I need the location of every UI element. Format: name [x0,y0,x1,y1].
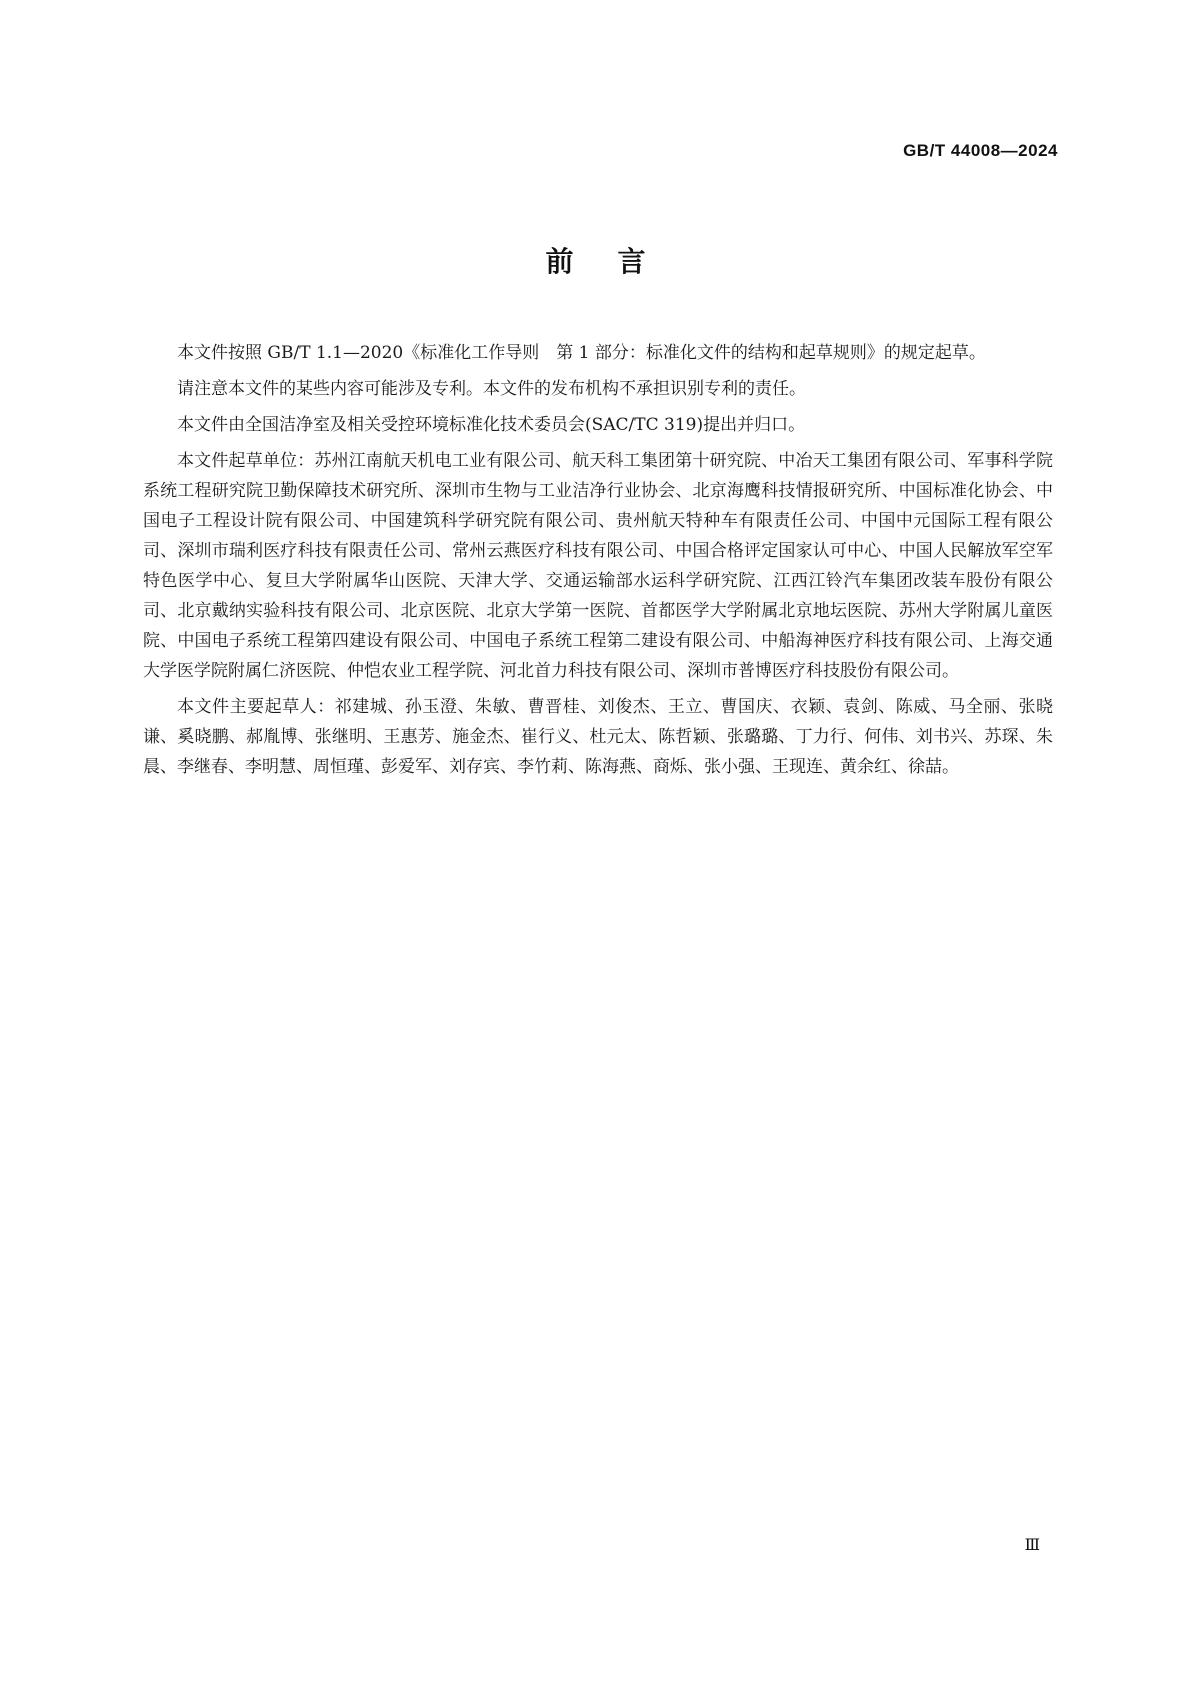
paragraph-drafters: 本文件主要起草人：祁建城、孙玉澄、朱敏、曹晋桂、刘俊杰、王立、曹国庆、衣颖、袁剑、陈威、马全丽、张晓谦、奚晓鹏、郝胤博、张继明、王惠芳、施金杰、崔行义、杜元太、陈哲颖、张璐璐、丁力行、何伟、刘书兴、苏琛、朱晨、李继春、李明慧、周恒瑾、彭爱军、刘存宾、李竹莉、陈海燕、商烁、张小强、王现连、黄余红、徐喆。 [143,697,1053,777]
paragraph-patent-notice: 请注意本文件的某些内容可能涉及专利。本文件的发布机构不承担识别专利的责任。 [177,379,806,399]
paragraph-drafting-rules: 本文件按照 GB/T 1.1—2020《标准化工作导则 第 1 部分：标准化文件的结构和起草规则》的规定起草。 [177,343,986,363]
paragraph-drafting-units: 本文件起草单位：苏州江南航天机电工业有限公司、航天科工集团第十研究院、中冶天工集团有限公司、军事科学院系统工程研究院卫勤保障技术研究所、深圳市生物与工业洁净行业协会、北京海鹰科技情报研究所、中国标准化协会、中国电子工程设计院有限公司、中国建筑科学研究院有限公司、贵州航天特种车有限责任公司、中国中元国际工程有限公司、深圳市瑞利医疗科技有限责任公司、常州云燕医疗科技有限公司、中国合格评定国家认可中心、中国人民解放军空军特色医学中心、复旦大学附属华山医院、天津大学、交通运输部水运科学研究院、江西江铃汽车集团改装车股份有限公司、北京戴纳实验科技有限公司、北京医院、北京大学第一医院、首都医学大学附属北京地坛医院、苏州大学附属儿童医院、中国电子系统工程第四建设有限公司、中国电子系统工程第二建设有限公司、中船海神医疗科技有限公司、上海交通大学医学院附属仁济医院、仲恺农业工程学院、河北首力科技有限公司、深圳市普博医疗科技股份有限公司。 [143,451,1053,681]
page-title: 前言 [545,245,690,278]
page-number: Ⅲ [1024,1535,1040,1554]
foreword-body [143,338,1053,788]
standard-number: GB/T 44008—2024 [903,141,1058,160]
paragraph-proposer: 本文件由全国洁净室及相关受控环境标准化技术委员会(SAC/TC 319)提出并归口。 [177,415,806,435]
